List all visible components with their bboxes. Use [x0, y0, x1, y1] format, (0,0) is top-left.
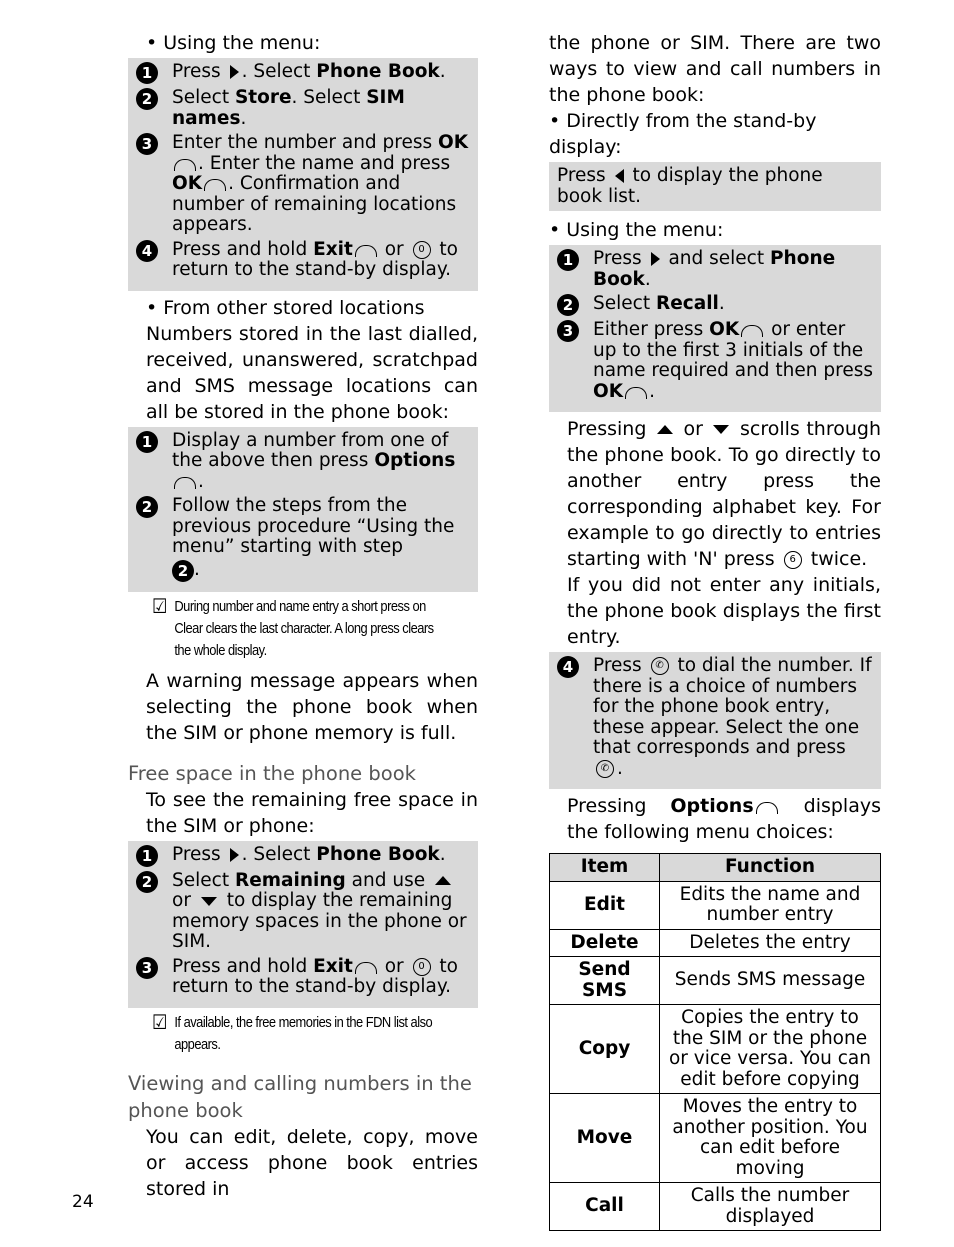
recall-step-2: 2 Select Recall. [557, 294, 873, 316]
up-arrow-icon [435, 876, 451, 885]
right-arrow-icon [230, 65, 239, 79]
viewing-paragraph: You can edit, delete, copy, move or access phone book entries stored in [146, 1125, 478, 1200]
table-cell: Edits the name and number entry [660, 881, 881, 929]
table-row [550, 1094, 881, 1183]
down-arrow-icon [201, 897, 217, 906]
right-arrow-icon [230, 848, 239, 862]
store-steps-box [128, 58, 478, 291]
other-steps-box [128, 427, 478, 592]
step-number-icon: 1 [136, 845, 158, 867]
free-steps-box [128, 841, 478, 1008]
free-space-paragraph: To see the remaining free space in the SIM or phone: [146, 788, 478, 837]
step-number-icon: 2 [557, 294, 579, 316]
bullet-other-locations: • From other stored locations [128, 295, 478, 321]
step-number-icon: 4 [136, 240, 158, 262]
recall-step-3: 3 Either press OK or enter up to the first 3 initials of the name required and then press OK . [557, 320, 873, 402]
table-cell: Delete [550, 929, 660, 957]
softkey-icon [204, 179, 226, 191]
table-cell: Deletes the entry [660, 929, 881, 957]
table-row [550, 957, 881, 1005]
store-step-1: 1 Press . Select Phone Book. [136, 62, 470, 84]
store-step-4: 4 Press and hold Exit or 0 to return to the stand-by display. [136, 240, 470, 281]
page-number: 24 [72, 1192, 94, 1212]
table-cell: Move [550, 1094, 660, 1183]
options-paragraph: Pressing Options displays the following menu choices: [567, 795, 881, 843]
step-number-icon: 3 [136, 957, 158, 979]
softkey-icon [756, 802, 778, 814]
left-arrow-icon [615, 169, 624, 183]
dial-step-4: 4 Press ✆ to dial the number. If there is a choice of numbers for the phone book entry, these appear. Select the one that corresponds and press ✆ . [557, 656, 873, 779]
step-number-icon: 2 [136, 871, 158, 893]
free-step-1: 1 Press . Select Phone Book. [136, 845, 470, 867]
bullet-using-menu-right: • Using the menu: [549, 217, 881, 243]
table-cell: Calls the number displayed [660, 1183, 881, 1231]
end-call-key-icon: 0 [413, 241, 431, 259]
note-clear: ☑ During number and name entry a short press on Clear clears the last character. A long press clears the whole display. [152, 596, 444, 662]
bullet-standby: • Directly from the stand-by display: [549, 108, 881, 160]
right-column [549, 30, 881, 1231]
step-number-icon: 2 [172, 560, 194, 582]
heading-viewing: Viewing and calling numbers in the phone book [128, 1071, 472, 1122]
free-step-3: 3 Press and hold Exit or 0 to return to the stand-by display. [136, 957, 470, 998]
softkey-icon [355, 962, 377, 974]
end-call-key-icon: 0 [413, 958, 431, 976]
left-column [128, 30, 478, 1202]
other-step-1: 1 Display a number from one of the above then press Options. [136, 431, 470, 493]
call-key-icon: ✆ [651, 657, 669, 675]
table-row [550, 1183, 881, 1231]
step-number-icon: 1 [136, 431, 158, 453]
step-number-icon: 2 [136, 496, 158, 518]
step-number-icon: 3 [136, 133, 158, 155]
table-cell: Copies the entry to the SIM or the phone or vice versa. You can edit before copying [660, 1005, 881, 1094]
recall-steps-box [549, 245, 881, 412]
step-number-icon: 2 [136, 88, 158, 110]
table-row [550, 929, 881, 957]
table-cell: Edit [550, 881, 660, 929]
table-cell: Call [550, 1183, 660, 1231]
warning-paragraph: A warning message appears when selecting the phone book when the SIM or phone memory is full. [146, 669, 478, 744]
step-number-icon: 3 [557, 320, 579, 342]
recall-step-1: 1 Press and select Phone Book. [557, 249, 873, 290]
step-number-icon: 4 [557, 656, 579, 678]
checkmark-icon: ☑ [152, 1011, 167, 1034]
checkmark-icon: ☑ [152, 595, 167, 618]
step-number-icon: 1 [557, 249, 579, 271]
other-step-2: 2 Follow the steps from the previous procedure “Using the menu” starting with step 2 . [136, 496, 470, 582]
down-arrow-icon [713, 425, 729, 434]
heading-free-space: Free space in the phone book [128, 761, 416, 785]
table-row [550, 881, 881, 929]
softkey-icon [741, 325, 763, 337]
softkey-icon [355, 245, 377, 257]
free-step-2: 2 Select Remaining and use or to display the remaining memory spaces in the phone or SIM. [136, 871, 470, 953]
standby-box: Press to display the phone book list. [549, 162, 881, 211]
initials-paragraph: If you did not enter any initials, the phone book displays the first entry. [567, 574, 881, 648]
table-cell: Copy [550, 1005, 660, 1094]
softkey-icon [625, 387, 647, 399]
table-row [550, 1005, 881, 1094]
store-step-3: 3 Enter the number and press OK. Enter the name and press OK . Confirmation and number of remaining locations appears. [136, 133, 470, 236]
table-cell: Sends SMS message [660, 957, 881, 1005]
table-cell: Send SMS [550, 957, 660, 1005]
bullet-using-menu: • Using the menu: [128, 30, 478, 56]
step-number-icon: 1 [136, 62, 158, 84]
other-locations-paragraph: Numbers stored in the last dialled, received, unanswered, scratchpad and SMS message locations can all be stored in the phone book: [146, 322, 478, 423]
right-arrow-icon [651, 252, 660, 266]
store-step-2: 2 Select Store. Select SIM names. [136, 88, 470, 129]
options-table [549, 853, 881, 1231]
key-6-icon: 6 [784, 551, 802, 569]
table-header-row [550, 854, 881, 882]
dial-step-box [549, 652, 881, 789]
softkey-icon [174, 159, 196, 171]
note-fdn: ☑ If available, the free memories in the FDN list also appears. [152, 1012, 444, 1056]
softkey-icon [174, 477, 196, 489]
call-key-icon: ✆ [596, 760, 614, 778]
continued-paragraph: the phone or SIM. There are two ways to view and call numbers in the phone book: [549, 32, 881, 106]
table-header: Item [550, 854, 660, 882]
table-cell: Moves the entry to another position. You can edit before moving [660, 1094, 881, 1183]
scroll-paragraph: Pressing or scrolls through the phone book. To go directly to another entry press the corresponding alphabet key. For example to go directly to entries starting with 'N' press 6 twice. [567, 418, 882, 570]
up-arrow-icon [657, 425, 673, 434]
table-header: Function [660, 854, 881, 882]
